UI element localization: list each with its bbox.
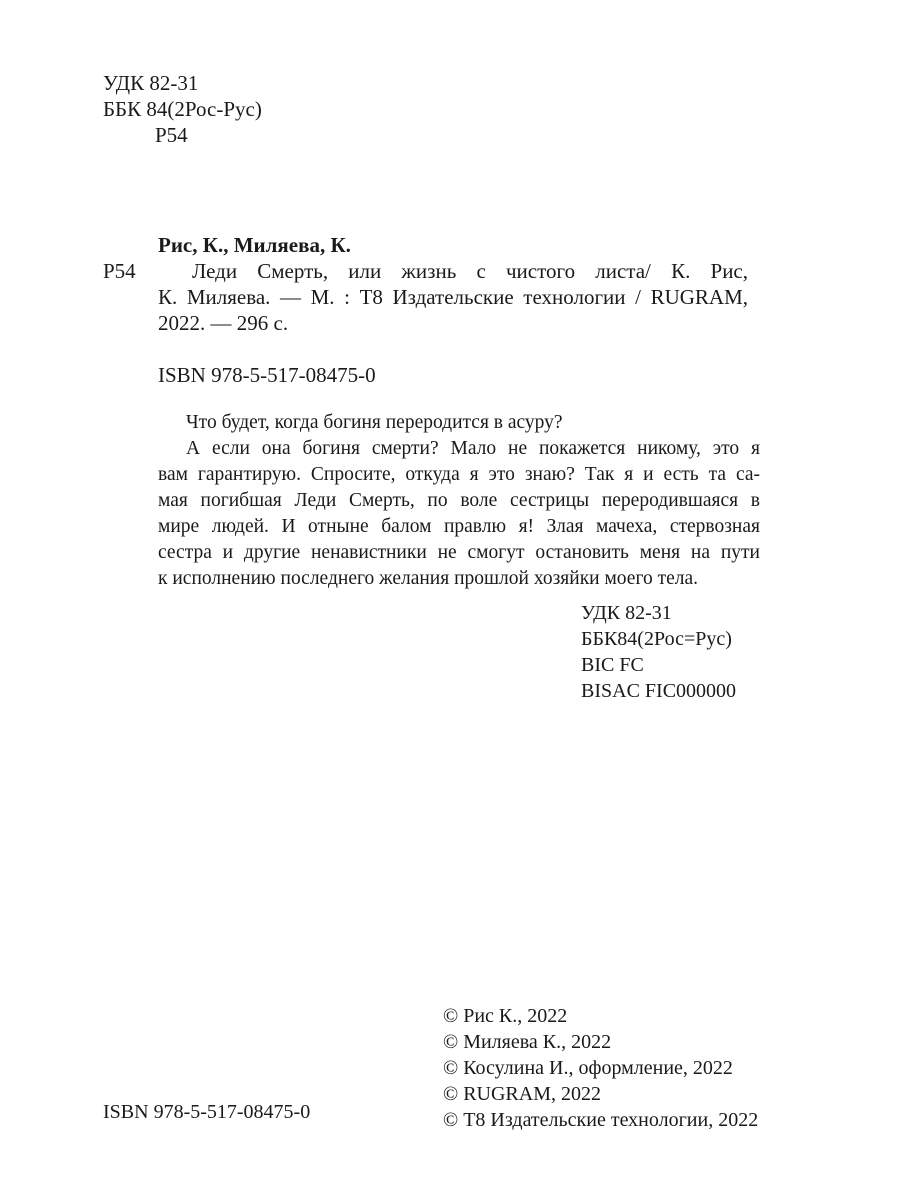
copyright-notices (443, 1003, 758, 1133)
isbn-bottom: ISBN 978-5-517-08475-0 (103, 1101, 311, 1123)
right-bbk: ББК84(2Рос=Рус) (581, 628, 732, 650)
annotation-line-3: вам гарантирую. Спросите, откуда я это знаю? Так я и есть та са- (158, 464, 760, 485)
right-bisac: BISAC FIC000000 (581, 680, 737, 702)
imprint-line-3: 2022. — 296 с. (158, 311, 289, 335)
annotation-line-1: Что будет, когда богиня переродится в асуру? (186, 412, 563, 433)
copyright-line: © Косулина И., оформление, 2022 (443, 1057, 733, 1079)
annotation-line-2: А если она богиня смерти? Мало не покажется никому, это я (186, 438, 760, 459)
right-classification (581, 600, 736, 704)
copyright-line: © Т8 Издательские технологии, 2022 (443, 1109, 759, 1131)
imprint-line-2: К. Миляева. — М. : Т8 Издательские технологии / RUGRAM, (158, 285, 748, 309)
copyright-line: © RUGRAM, 2022 (443, 1083, 601, 1105)
annotation-line-6: сестра и другие ненавистники не смогут остановить меня на пути (158, 542, 760, 563)
annotation-line-7: к исполнению последнего желания прошлой хозяйки моего тела. (158, 568, 699, 589)
right-bic: BIC FC (581, 654, 644, 676)
annotation-line-4: мая погибшая Леди Смерть, по воле сестрицы переродившаяся в (158, 490, 760, 511)
copyright-line: © Рис К., 2022 (443, 1005, 568, 1027)
top-bbk: ББК 84(2Рос-Рус) (103, 97, 262, 121)
top-udk: УДК 82-31 (103, 71, 199, 95)
top-classification (103, 70, 262, 148)
author-line: Рис, К., Миляева, К. (158, 233, 351, 257)
annotation-line-5: мире людей. И отныне балом правлю я! Злая мачеха, стервозная (158, 516, 760, 537)
top-author-code: Р54 (155, 123, 188, 147)
copyright-line: © Миляева К., 2022 (443, 1031, 612, 1053)
annotation (158, 410, 760, 592)
imprint-block (158, 258, 748, 336)
isbn-main: ISBN 978-5-517-08475-0 (158, 363, 376, 387)
margin-author-code: Р54 (103, 259, 136, 283)
right-udk: УДК 82-31 (581, 602, 672, 624)
imprint-line-1: Леди Смерть, или жизнь с чистого листа/ К. Рис, (192, 259, 748, 283)
